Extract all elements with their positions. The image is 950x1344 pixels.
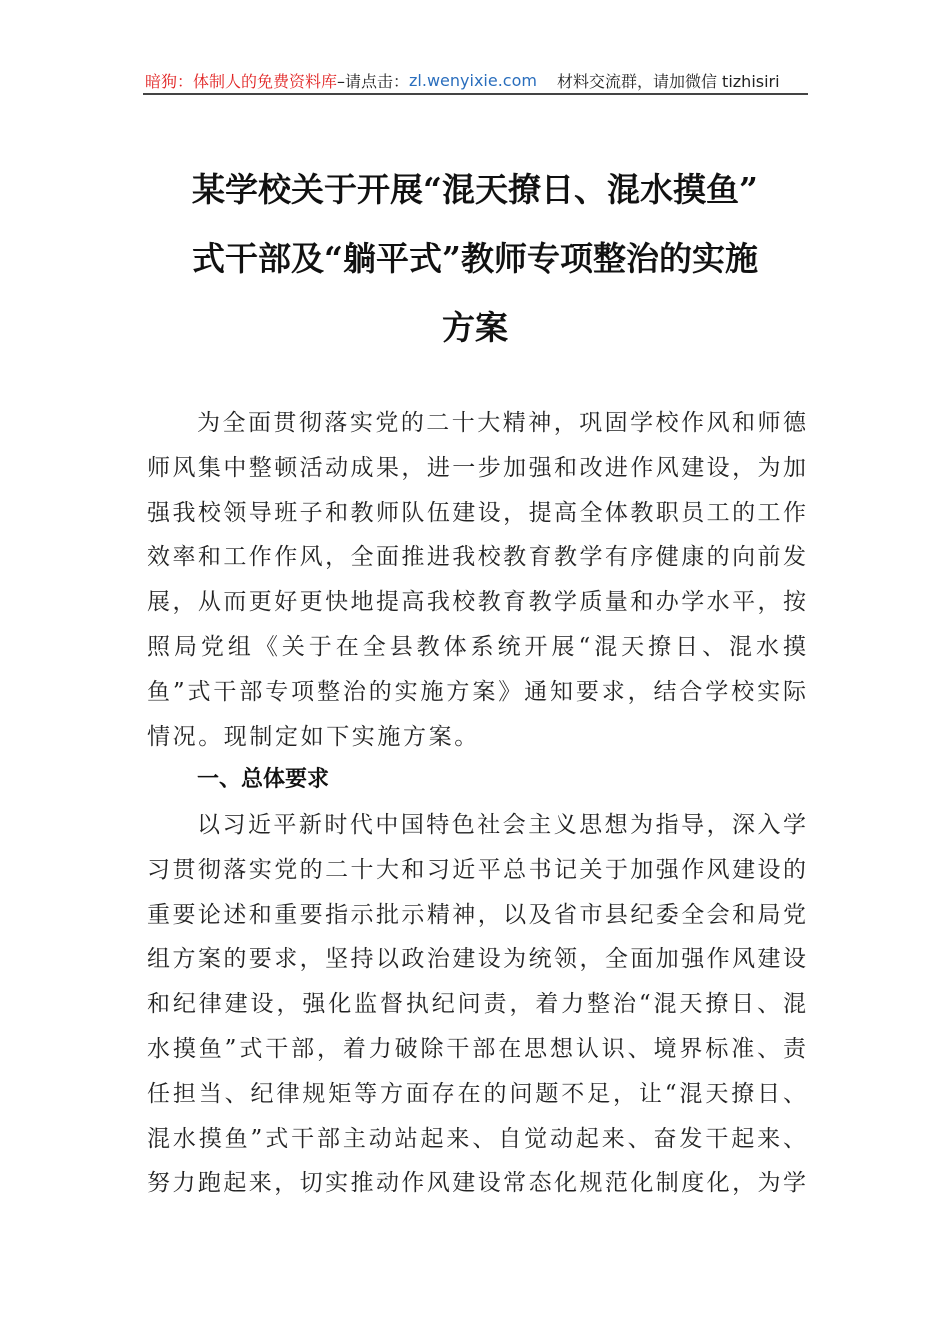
text-line: 以习近平新时代中国特色社会主义思想为指导，深入学: [197, 812, 806, 838]
watermark-header: [145, 68, 807, 92]
header-divider: [143, 93, 808, 95]
site-name: 暗狗：体制人的免费资料库: [145, 71, 338, 91]
text-line: 鱼”式干部专项整治的实施方案》通知要求，结合学校实际: [147, 678, 806, 705]
document-title-line-3: 方案: [442, 308, 508, 347]
text-line: 混水摸鱼”式干部主动站起来、自觉动起来、奋发干起来、: [147, 1125, 806, 1152]
site-link[interactable]: zl.wenyixie.com: [409, 70, 537, 90]
text-line: 组方案的要求，坚持以政治建设为统领，全面加强作风建设: [147, 946, 806, 973]
text-line: 习贯彻落实党的二十大和习近平总书记关于加强作风建设的: [147, 856, 806, 883]
text-line: 展，从而更好更快地提高我校教育教学质量和办学水平，按: [147, 589, 806, 616]
text-line: 效率和工作作风，全面推进我校教育教学有序健康的向前发: [147, 544, 806, 571]
text-line: 努力跑起来，切实推动作风建设常态化规范化制度化，为学: [147, 1170, 806, 1197]
text-line: 照局党组《关于在全县教体系统开展“混天撩日、混水摸: [147, 634, 806, 660]
document-title-line-1: 某学校关于开展“混天撩日、混水摸鱼”: [192, 170, 758, 209]
text-line: 师风集中整顿活动成果，进一步加强和改进作风建设，为加: [147, 454, 806, 481]
text-line: 为全面贯彻落实党的二十大精神，巩固学校作风和师德: [197, 410, 806, 436]
text-line: 重要论述和重要指示批示精神，以及省市县纪委全会和局党: [147, 901, 806, 928]
section-heading: 一、总体要求: [197, 767, 330, 792]
text-line: 和纪律建设，强化监督执纪问责，着力整治“混天撩日、混: [147, 991, 806, 1018]
text-line: 任担当、纪律规矩等方面存在的问题不足，让“混天撩日、: [147, 1080, 806, 1107]
contact-text: 材料交流群，请加微信 tizhisiri: [556, 71, 780, 91]
document-title-line-2: 式干部及“躺平式”教师专项整治的实施: [192, 239, 758, 278]
click-prompt: –请点击：: [337, 71, 410, 91]
text-line: 强我校领导班子和教师队伍建设，提高全体教职员工的工作: [147, 499, 806, 526]
text-line: 水摸鱼”式干部，着力破除干部在思想认识、境界标准、责: [147, 1036, 806, 1062]
text-line: 情况。现制定如下实施方案。: [147, 723, 480, 750]
